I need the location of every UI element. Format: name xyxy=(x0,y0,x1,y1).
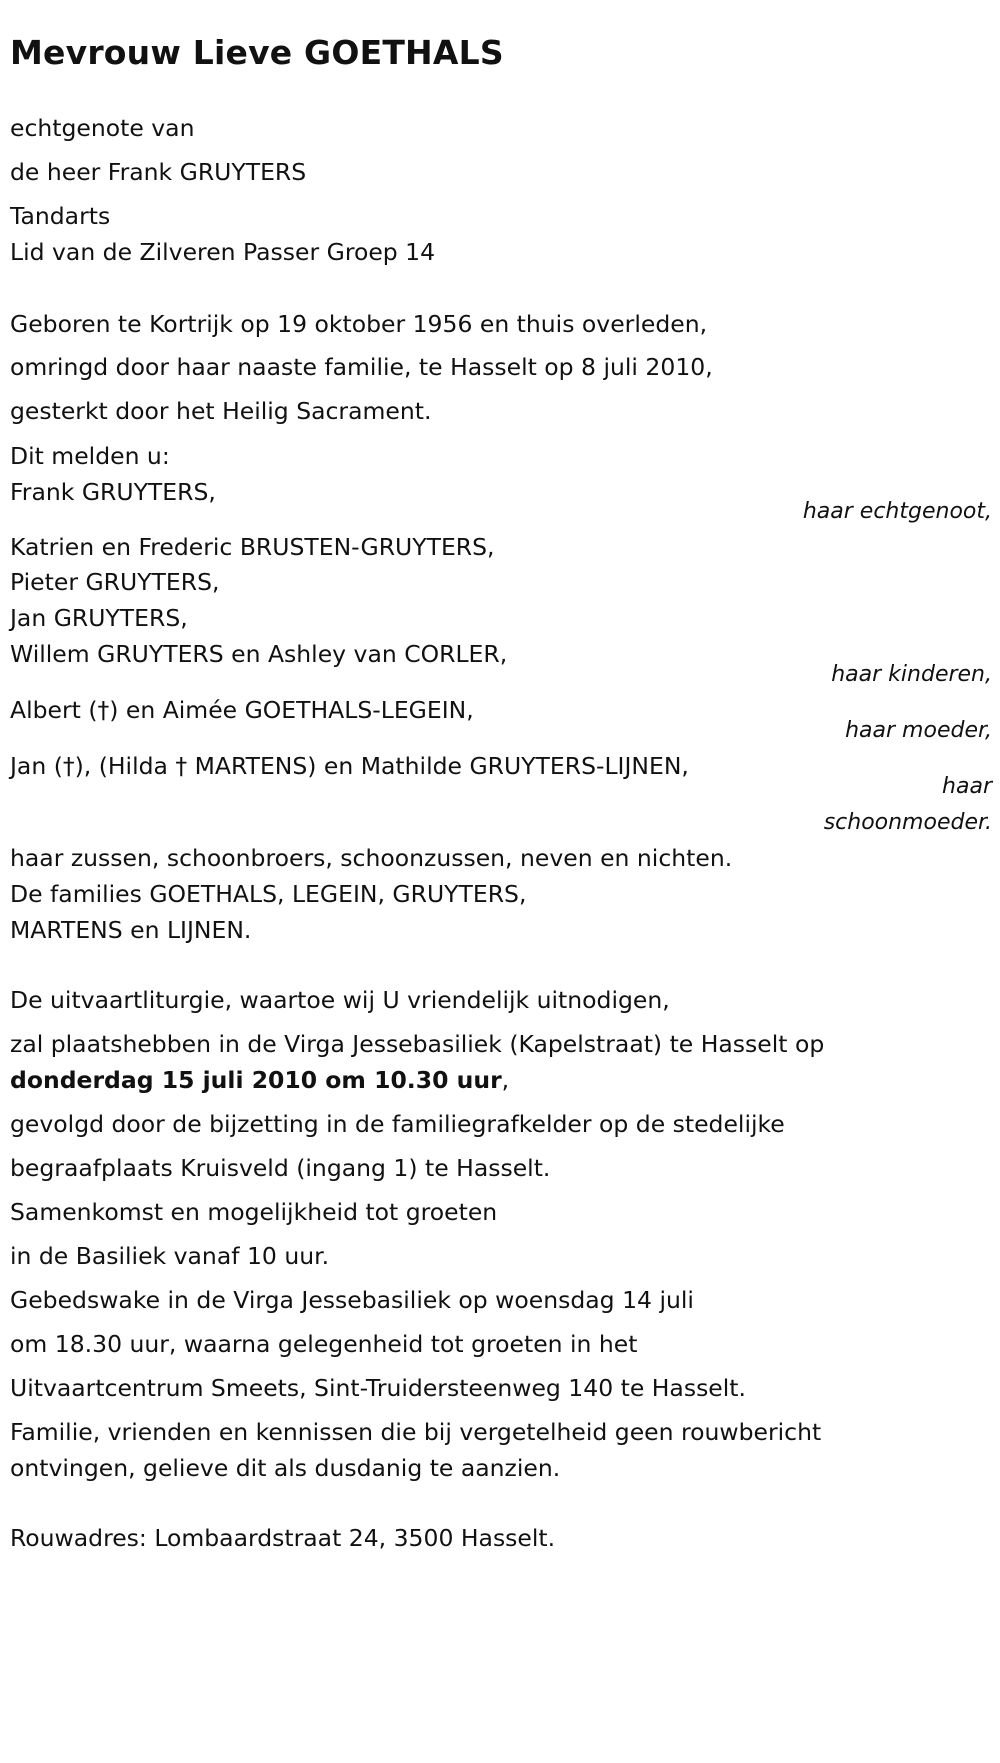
mother-role: haar moeder, xyxy=(845,718,992,743)
funeral-line-6: Samenkomst en mogelijkheid tot groeten xyxy=(10,1198,498,1226)
children-role: haar kinderen, xyxy=(831,662,992,687)
mother-line: Albert (†) en Aimée GOETHALS-LEGEIN, xyxy=(10,696,474,724)
funeral-date-suffix: , xyxy=(501,1066,510,1094)
spouse-name: Frank GRUYTERS, xyxy=(10,478,216,506)
intro-line-4: Lid van de Zilveren Passer Groep 14 xyxy=(10,238,436,266)
funeral-date: donderdag 15 juli 2010 om 10.30 uur xyxy=(10,1066,502,1094)
families-line-1: De families GOETHALS, LEGEIN, GRUYTERS, xyxy=(10,880,527,908)
address-line: Rouwadres: Lombaardstraat 24, 3500 Hasselt. xyxy=(10,1524,556,1552)
inlaws-role-2: schoonmoeder. xyxy=(823,810,992,835)
child-line-3: Jan GRUYTERS, xyxy=(10,604,188,632)
funeral-line-4: gevolgd door de bijzetting in de familiegrafkelder op de stedelijke xyxy=(10,1110,785,1138)
spouse-role: haar echtgenoot, xyxy=(802,499,992,524)
funeral-line-5: begraafplaats Kruisveld (ingang 1) te Hasselt. xyxy=(10,1154,551,1182)
funeral-line-1: De uitvaartliturgie, waartoe wij U vriendelijk uitnodigen, xyxy=(10,986,670,1014)
funeral-line-9: om 18.30 uur, waarna gelegenheid tot groeten in het xyxy=(10,1330,638,1358)
page-title: Mevrouw Lieve GOETHALS xyxy=(10,33,504,72)
inlaws-line: Jan (†), (Hilda † MARTENS) en Mathilde GRUYTERS-LIJNEN, xyxy=(10,752,689,780)
child-line-2: Pieter GRUYTERS, xyxy=(10,568,220,596)
funeral-date-line xyxy=(10,1065,509,1095)
funeral-line-11: Familie, vrienden en kennissen die bij vergetelheid geen rouwbericht xyxy=(10,1418,822,1446)
birth-line-2: omringd door haar naaste familie, te Hasselt op 8 juli 2010, xyxy=(10,353,713,381)
child-line-1: Katrien en Frederic BRUSTEN-GRUYTERS, xyxy=(10,533,495,561)
intro-line-2: de heer Frank GRUYTERS xyxy=(10,158,307,186)
intro-line-1: echtgenote van xyxy=(10,114,195,142)
intro-line-3: Tandarts xyxy=(10,202,111,230)
funeral-line-8: Gebedswake in de Virga Jessebasiliek op woensdag 14 juli xyxy=(10,1286,694,1314)
funeral-line-7: in de Basiliek vanaf 10 uur. xyxy=(10,1242,330,1270)
inlaws-role-1: haar xyxy=(942,774,992,799)
birth-line-3: gesterkt door het Heilig Sacrament. xyxy=(10,397,432,425)
funeral-line-12: ontvingen, gelieve dit als dusdanig te aanzien. xyxy=(10,1454,561,1482)
birth-line-1: Geboren te Kortrijk op 19 oktober 1956 en thuis overleden, xyxy=(10,310,708,338)
child-line-4: Willem GRUYTERS en Ashley van CORLER, xyxy=(10,640,508,668)
siblings-line: haar zussen, schoonbroers, schoonzussen, neven en nichten. xyxy=(10,844,733,872)
funeral-line-10: Uitvaartcentrum Smeets, Sint-Truidersteenweg 140 te Hasselt. xyxy=(10,1374,746,1402)
families-line-2: MARTENS en LIJNEN. xyxy=(10,916,252,944)
funeral-line-2: zal plaatshebben in de Virga Jessebasiliek (Kapelstraat) te Hasselt op xyxy=(10,1030,825,1058)
announce-header: Dit melden u: xyxy=(10,442,170,470)
